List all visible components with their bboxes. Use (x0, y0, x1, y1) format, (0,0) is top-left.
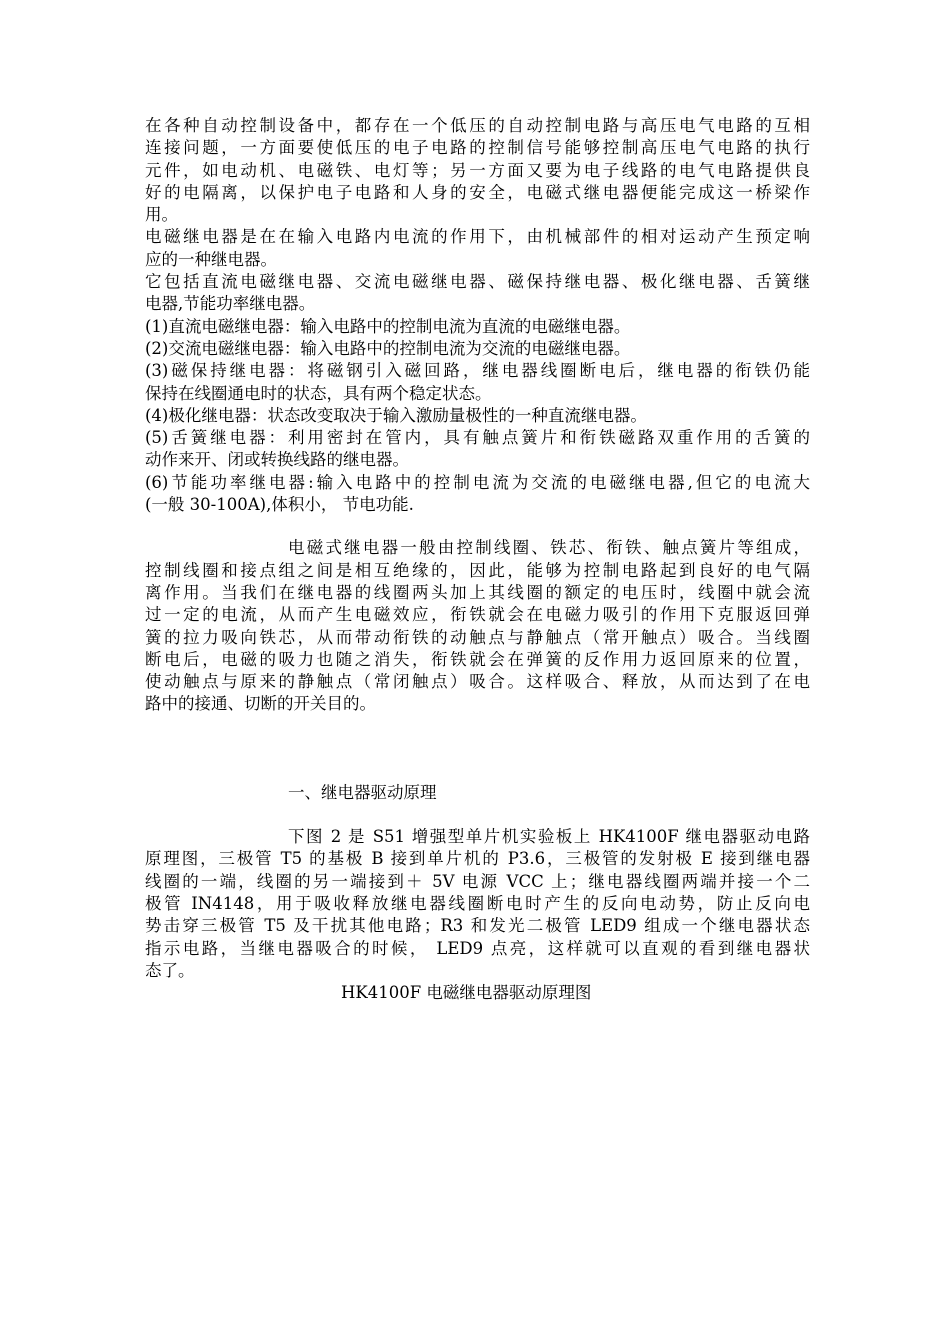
text-line: 它包括直流电磁继电器、交流电磁继电器、磁保持继电器、极化继电器、舌簧继 (145, 272, 810, 292)
text-line: 电器,节能功率继电器。 (145, 294, 316, 314)
list-item (145, 360, 810, 405)
text-line: 应的一种继电器。 (145, 249, 277, 269)
text-line: 保持在线圈通电时的状态，具有两个稳定状态。 (145, 383, 492, 403)
text-line: 断电后，电磁的吸力也随之消失，衔铁就会在弹簧的反作用力返回原来的位置， (145, 649, 810, 669)
spacer (145, 716, 810, 782)
document-page (145, 115, 810, 1004)
text-line: 势击穿三极管 T5 及干扰其他电路；R3 和发光二极管 LED9 组成一个继电器状态 (145, 916, 810, 936)
text-line: 离作用。当我们在继电器的线圈两头加上其线圈的额定的电压时，线圈中就会流 (145, 582, 810, 602)
list-item (145, 316, 810, 338)
text-line: 原理图，三极管 T5 的基极 B 接到单片机的 P3.6，三极管的发射极 E 接到继电器 (145, 849, 810, 869)
text-line: 好的电隔离，以保护电子电路和人身的安全，电磁式继电器便能完成这一桥梁作 (145, 182, 810, 202)
text-line: (2)交流电磁继电器：输入电路中的控制电流为交流的电磁继电器。 (145, 338, 631, 358)
text-line: 态了。 (145, 960, 195, 980)
text-line: (一般 30-100A),体积小， 节电功能. (145, 495, 414, 515)
text-line: (6)节能功率继电器:输入电路中的控制电流为交流的电磁继电器,但它的电流大 (145, 472, 810, 492)
list-item (145, 338, 810, 360)
text-line: 过一定的电流，从而产生电磁效应，衔铁就会在电磁力吸引的作用下克服返回弹 (145, 605, 810, 625)
circuit-description-paragraph (145, 826, 810, 982)
text-line: 簧的拉力吸向铁芯，从而带动衔铁的动触点与静触点（常开触点）吸合。当线圈 (145, 627, 810, 647)
text-line: (5)舌簧继电器：利用密封在管内，具有触点簧片和衔铁磁路双重作用的舌簧的 (145, 428, 810, 448)
text-line: (4)极化继电器：状态改变取决于输入激励量极性的一种直流继电器。 (145, 405, 647, 425)
intro-paragraph (145, 115, 810, 226)
types-intro-paragraph (145, 271, 810, 316)
spacer (145, 804, 810, 826)
definition-paragraph (145, 226, 810, 271)
text-line: 线圈的一端，线圈的另一端接到＋ 5V 电源 VCC 上；继电器线圈两端并接一个二 (145, 871, 810, 891)
working-principle-paragraph (145, 537, 810, 715)
text-line: 用。 (145, 205, 178, 225)
text-line: 路中的接通、切断的开关目的。 (145, 694, 376, 714)
text-line: 动作来开、闭或转换线路的继电器。 (145, 450, 409, 470)
text-line: 电磁继电器是在在输入电路内电流的作用下，由机械部件的相对运动产生预定响 (145, 227, 810, 247)
text-line: 在各种自动控制设备中，都存在一个低压的自动控制电路与高压电气电路的互相 (145, 116, 810, 135)
text-line: 控制线圈和接点组之间是相互绝缘的，因此，能够为控制电路起到良好的电气隔 (145, 560, 810, 580)
list-item (145, 405, 810, 427)
text-line: 元件，如电动机、电磁铁、电灯等；另一方面又要为电子线路的电气电路提供良 (145, 160, 810, 180)
text-line: 极管 IN4148，用于吸收释放继电器线圈断电时产生的反向电动势，防止反向电 (145, 893, 810, 913)
text-line: (1)直流电磁继电器：输入电路中的控制电流为直流的电磁继电器。 (145, 316, 631, 336)
list-item (145, 427, 810, 472)
text-line: 下图 2 是 S51 增强型单片机实验板上 HK4100F 继电器驱动电路 (288, 827, 810, 847)
spacer (145, 516, 810, 537)
text-line: 电磁式继电器一般由控制线圈、铁芯、衔铁、触点簧片等组成， (288, 538, 810, 558)
list-item (145, 472, 810, 517)
text-line: 使动触点与原来的静触点（常闭触点）吸合。这样吸合、释放，从而达到了在电 (145, 672, 810, 692)
text-line: 指示电路，当继电器吸合的时候， LED9 点亮，这样就可以直观的看到继电器状 (145, 938, 810, 958)
text-line: (3)磁保持继电器：将磁钢引入磁回路，继电器线圈断电后，继电器的衔铁仍能 (145, 361, 810, 381)
text-line: 连接问题，一方面要使低压的电子电路的控制信号能够控制高压电气电路的执行 (145, 138, 810, 158)
section-heading: 一、继电器驱动原理 (288, 782, 437, 802)
figure-caption: HK4100F 电磁继电器驱动原理图 (341, 983, 592, 1003)
relay-types-list (145, 316, 810, 517)
